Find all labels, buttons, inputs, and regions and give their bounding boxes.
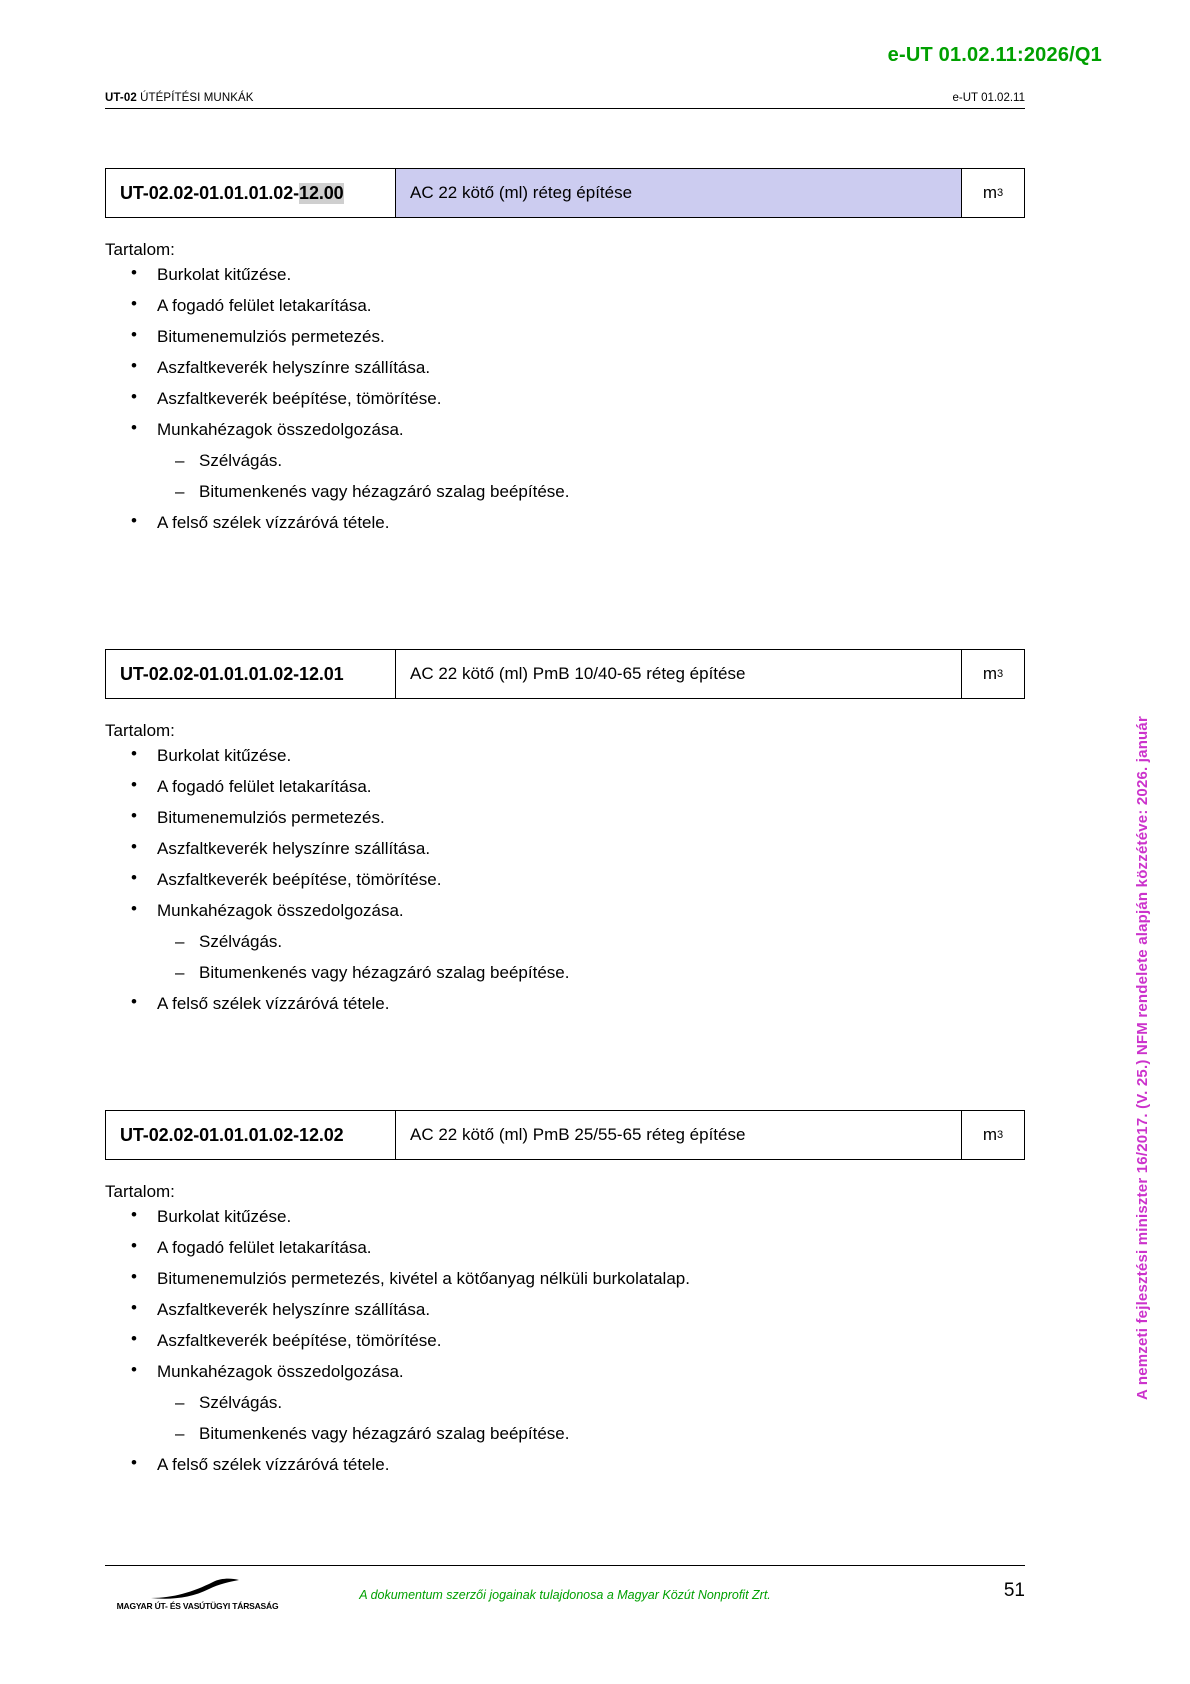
list-item xyxy=(105,1301,1025,1318)
item-code-prefix: UT-02.02-01.01.01.02- xyxy=(120,663,300,684)
list-item-text: Munkahézagok összedolgozása. xyxy=(157,1362,404,1381)
list-item xyxy=(105,328,1025,345)
item-code xyxy=(106,169,396,217)
item-unit xyxy=(962,169,1024,217)
list-item xyxy=(105,390,1025,407)
sub-list-item xyxy=(157,1394,1025,1411)
sub-list-item-text: Bitumenkenés vagy hézagzáró szalag beépítése. xyxy=(199,963,570,982)
list-item-text: Aszfaltkeverék helyszínre szállítása. xyxy=(157,1300,431,1319)
item-unit-exponent: 3 xyxy=(997,1129,1004,1141)
item-unit-value: m xyxy=(982,1125,997,1144)
list-item xyxy=(105,266,1025,283)
sub-list-item xyxy=(157,933,1025,950)
content-list xyxy=(105,1208,1025,1473)
list-item xyxy=(105,1208,1025,1225)
list-item xyxy=(105,871,1025,888)
list-item-text: Burkolat kitűzése. xyxy=(157,265,292,284)
list-item-text: Aszfaltkeverék beépítése, tömörítése. xyxy=(157,870,442,889)
list-item-text: A felső szélek vízzáróvá tétele. xyxy=(157,994,390,1013)
item-header xyxy=(105,1110,1025,1160)
header-left-rest: ÚTÉPÍTÉSI MUNKÁK xyxy=(136,92,254,104)
list-item xyxy=(105,297,1025,314)
list-item xyxy=(105,1363,1025,1442)
sub-list-item xyxy=(157,452,1025,469)
list-item-text: A felső szélek vízzáróvá tétele. xyxy=(157,1455,390,1474)
page-number: 51 xyxy=(1003,1580,1025,1601)
item-unit xyxy=(962,650,1024,698)
list-item-text: Burkolat kitűzése. xyxy=(157,746,292,765)
header-left-text xyxy=(105,92,254,104)
sub-list-item xyxy=(157,964,1025,981)
item-header xyxy=(105,649,1025,699)
list-item-text: Aszfaltkeverék helyszínre szállítása. xyxy=(157,358,431,377)
item-unit-value: m xyxy=(982,664,997,683)
item-description: AC 22 kötő (ml) PmB 25/55-65 réteg építése xyxy=(396,1111,962,1159)
item-code xyxy=(106,1111,396,1159)
list-item xyxy=(105,514,1025,531)
sub-list-item-text: Szélvágás. xyxy=(199,451,283,470)
tartalom-label: Tartalom: xyxy=(105,721,175,740)
list-item xyxy=(105,809,1025,826)
header-right-text: e-UT 01.02.11 xyxy=(952,92,1025,104)
list-item-text: Munkahézagok összedolgozása. xyxy=(157,901,404,920)
item-unit-value: m xyxy=(982,183,997,202)
page-footer xyxy=(105,1565,1025,1636)
list-item xyxy=(105,1332,1025,1349)
copyright-note: A dokumentum szerzői jogainak tulajdonosa a Magyar Közút Nonprofit Zrt. xyxy=(359,1588,771,1602)
item-unit-exponent: 3 xyxy=(997,187,1004,199)
item-code-prefix: UT-02.02-01.01.01.02- xyxy=(120,1124,300,1145)
page-header xyxy=(105,92,1025,109)
item-block xyxy=(105,168,1025,545)
list-item-text: A fogadó felület letakarítása. xyxy=(157,777,372,796)
list-item xyxy=(105,747,1025,764)
list-item-text: Burkolat kitűzése. xyxy=(157,1207,292,1226)
sub-list-item xyxy=(157,1425,1025,1442)
header-left-bold: UT-02 xyxy=(105,92,137,104)
list-item-text: Aszfaltkeverék beépítése, tömörítése. xyxy=(157,1331,442,1350)
sub-list-item xyxy=(157,483,1025,500)
item-description: AC 22 kötő (ml) PmB 10/40-65 réteg építése xyxy=(396,650,962,698)
item-code-suffix: 12.00 xyxy=(299,182,344,203)
sub-list xyxy=(157,1394,1025,1442)
sub-list xyxy=(157,452,1025,500)
sub-list xyxy=(157,933,1025,981)
item-block xyxy=(105,1110,1025,1487)
tartalom-label: Tartalom: xyxy=(105,1182,175,1201)
list-item xyxy=(105,1456,1025,1473)
list-item-text: Bitumenemulziós permetezés. xyxy=(157,808,385,827)
list-item-text: A fogadó felület letakarítása. xyxy=(157,1238,372,1257)
document-code: e-UT 01.02.11:2026/Q1 xyxy=(887,44,1102,66)
list-item-text: Munkahézagok összedolgozása. xyxy=(157,420,404,439)
list-item xyxy=(105,840,1025,857)
item-header xyxy=(105,168,1025,218)
list-item xyxy=(105,421,1025,500)
organization-name: MAGYAR ÚT- ÉS VASÚTÜGYI TÁRSASÁG xyxy=(116,1601,279,1611)
item-description: AC 22 kötő (ml) réteg építése xyxy=(396,169,962,217)
item-block xyxy=(105,649,1025,1026)
item-code-suffix: 12.01 xyxy=(299,663,344,684)
item-code xyxy=(106,650,396,698)
list-item-text: Aszfaltkeverék beépítése, tömörítése. xyxy=(157,389,442,408)
list-item-text: A felső szélek vízzáróvá tétele. xyxy=(157,513,390,532)
item-unit xyxy=(962,1111,1024,1159)
item-code-suffix: 12.02 xyxy=(299,1124,344,1145)
item-unit-exponent: 3 xyxy=(997,668,1004,680)
list-item xyxy=(105,1239,1025,1256)
list-item xyxy=(105,902,1025,981)
list-item xyxy=(105,778,1025,795)
list-item-text: Bitumenemulziós permetezés, kivétel a kötőanyag nélküli burkolatalap. xyxy=(157,1269,690,1288)
list-item-text: A fogadó felület letakarítása. xyxy=(157,296,372,315)
list-item xyxy=(105,1270,1025,1287)
list-item xyxy=(105,995,1025,1012)
list-item-text: Bitumenemulziós permetezés. xyxy=(157,327,385,346)
tartalom-label: Tartalom: xyxy=(105,240,175,259)
list-item-text: Aszfaltkeverék helyszínre szállítása. xyxy=(157,839,431,858)
content-list xyxy=(105,747,1025,1012)
list-item xyxy=(105,359,1025,376)
side-margin-note: A nemzeti fejlesztési miniszter 16/2017. (V. 25.) NFM rendelete alapján közzétéve: 2026. január xyxy=(1134,715,1151,1400)
sub-list-item-text: Bitumenkenés vagy hézagzáró szalag beépítése. xyxy=(199,1424,570,1443)
sub-list-item-text: Szélvágás. xyxy=(199,932,283,951)
item-code-prefix: UT-02.02-01.01.01.02- xyxy=(120,182,300,203)
sub-list-item-text: Szélvágás. xyxy=(199,1393,283,1412)
content-list xyxy=(105,266,1025,531)
sub-list-item-text: Bitumenkenés vagy hézagzáró szalag beépítése. xyxy=(199,482,570,501)
